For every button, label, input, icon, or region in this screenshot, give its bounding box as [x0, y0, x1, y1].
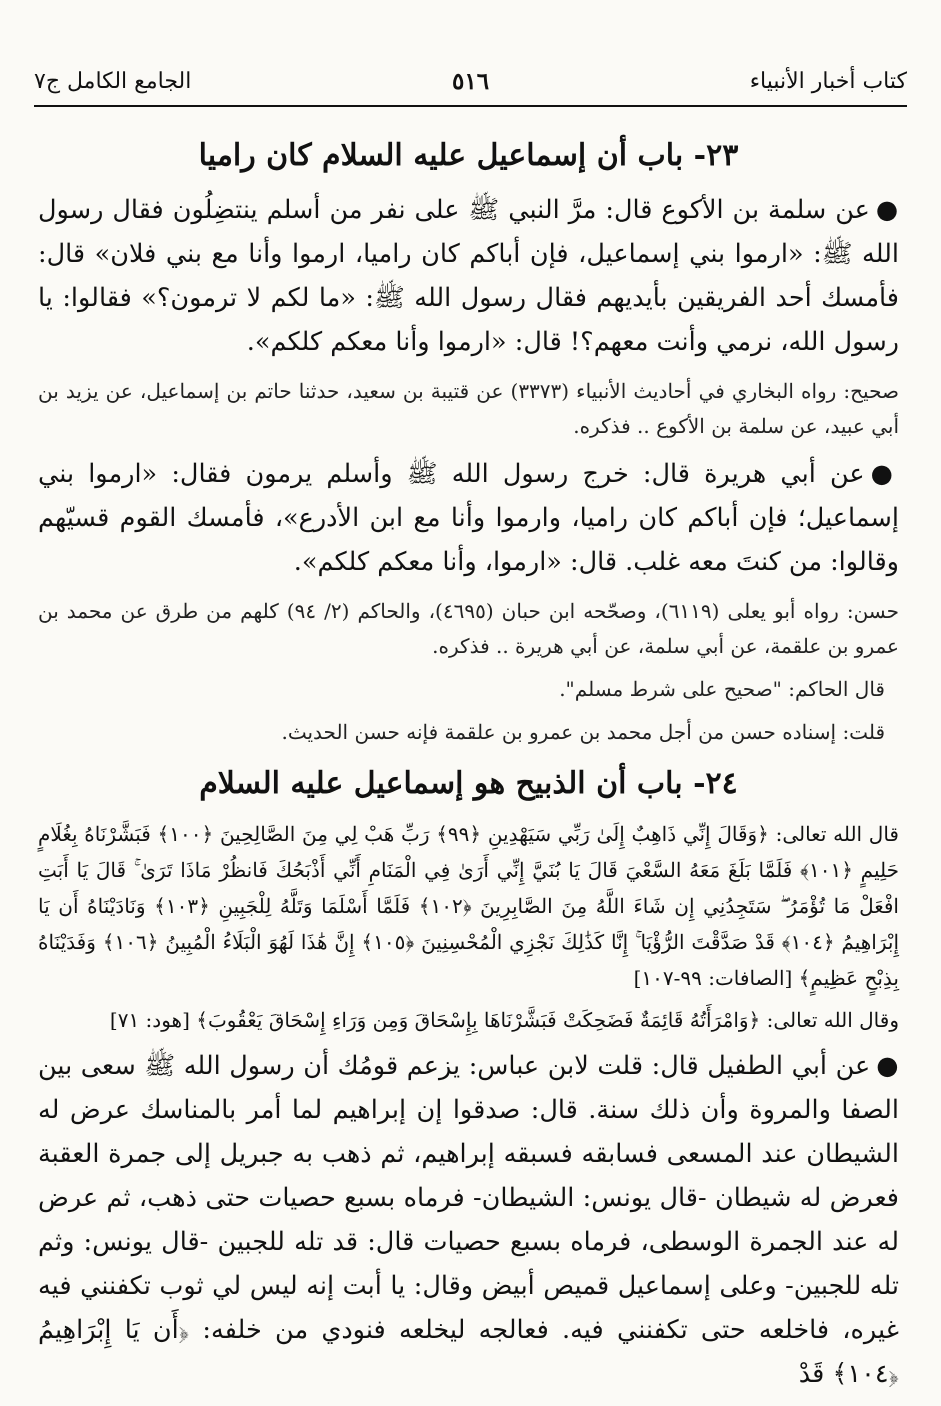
note-hakim: قال الحاكم: "صحيح على شرط مسلم". [559, 677, 885, 701]
header-book-title: كتاب أخبار الأنبياء [749, 68, 907, 94]
page-number: ٥١٦ [451, 67, 490, 95]
quran-hud: وقال الله تعالى: ﴿وَامْرَأَتُهُ قَائِمَةٌ فَضَحِكَتْ فَبَشَّرْنَاهَا بِإِسْحَاقَ وَمِن وَرَاءِ إِسْحَاقَ يَعْقُوبَ﴾ [هود: ٧١] [109, 1008, 899, 1032]
hadith-abu-tufayl-text: عن أبي الطفيل قال: قلت لابن عباس: يزعم قومُك أن رسول الله ﷺ سعى بين الصفا والمروة وأن ذلك سنة. قال: صدقوا إن إبراهيم لما أمر بالمناسك عرض له الشيطان عند المسعى فسابقه فسبقه إبراهيم، ثم ذهب به جبريل إلى جمرة العقبة فعرض له شيطان -قال يونس: الشيطان- فرماه بسبع حصيات حتى ذهب، ثم عرض له عند الجمرة الوسطى، فرماه بسبع حصيات قال: قد تله للجبين -قال يونس: وثم تله للجبين- وعلى إسماعيل قميص أبيض وقال: يا أبت إنه ليس لي ثوب تكفنني فيه غيره، فاخلعه حتى تكفنني فيه. فعالجه ليخلعه فنودي من خلفه: ﴿أَن يَا إِبْرَاهِيمُ ﴿١٠٤﴾ قَدْ [38, 1051, 899, 1389]
bullet-icon: ● [876, 1051, 899, 1081]
chapter-24-title: ٢٤- باب أن الذبيح هو إسماعيل عليه السلام [199, 766, 738, 801]
bullet-icon: ● [870, 459, 899, 489]
note-author: قلت: إسناده حسن من أجل محمد بن عمرو بن علقمة فإنه حسن الحديث. [281, 720, 885, 744]
page-content [38, 122, 899, 1406]
takhrij-bukhari: صحيح: رواه البخاري في أحاديث الأنبياء (٣٣٧٣) عن قتيبة بن سعيد، حدثنا حاتم بن إسماعيل، عن يزيد بن أبي عبيد، عن سلمة بن الأكوع .. فذكره. [38, 379, 899, 438]
hadith-salama [38, 188, 899, 364]
hadith-abu-hurayra-text: عن أبي هريرة قال: خرج رسول الله ﷺ وأسلم يرمون فقال: «ارموا بني إسماعيل؛ فإن أباكم كان راميا، وارموا وأنا مع ابن الأدرع»، فأمسك القوم قسيّهم وقالوا: من كنتَ معه غلب. قال: «ارموا، وأنا معكم كلكم». [38, 459, 899, 577]
header-rule [34, 105, 907, 107]
quran-saffat: قال الله تعالى: ﴿وَقَالَ إِنِّي ذَاهِبٌ إِلَىٰ رَبِّي سَيَهْدِينِ ﴿٩٩﴾ رَبِّ هَبْ لِي مِنَ الصَّالِحِينَ ﴿١٠٠﴾ فَبَشَّرْنَاهُ بِغُلَامٍ حَلِيمٍ ﴿١٠١﴾ فَلَمَّا بَلَغَ مَعَهُ السَّعْيَ قَالَ يَا بُنَيَّ إِنِّي أَرَىٰ فِي الْمَنَامِ أَنِّي أَذْبَحُكَ فَانظُرْ مَاذَا تَرَىٰ ۚ قَالَ يَا أَبَتِ افْعَلْ مَا تُؤْمَرُ ۖ سَتَجِدُنِي إِن شَاءَ اللَّهُ مِنَ الصَّابِرِينَ ﴿١٠٢﴾ فَلَمَّا أَسْلَمَا وَتَلَّهُ لِلْجَبِينِ ﴿١٠٣﴾ وَنَادَيْنَاهُ أَن يَا إِبْرَاهِيمُ ﴿١٠٤﴾ قَدْ صَدَّقْتَ الرُّؤْيَا ۚ إِنَّا كَذَٰلِكَ نَجْزِي الْمُحْسِنِينَ ﴿١٠٥﴾ إِنَّ هَٰذَا لَهُوَ الْبَلَاءُ الْمُبِينُ ﴿١٠٦﴾ وَفَدَيْنَاهُ بِذِبْحٍ عَظِيمٍ﴾ [الصافات: ٩٩-١٠٧] [38, 822, 900, 990]
header-volume-title: الجامع الكامل ج٧ [34, 68, 192, 94]
hadith-salama-text: عن سلمة بن الأكوع قال: مرَّ النبي ﷺ على نفر من أسلم ينتضِلُون فقال رسول الله ﷺ: «ارموا بني إسماعيل، فإن أباكم كان راميا، ارموا وأنا مع بني فلان» قال: فأمسك أحد الفريقين بأيديهم فقال رسول الله ﷺ: «ما لكم لا ترمون؟» فقالوا: يا رسول الله، نرمي وأنت معهم؟! قال: «ارموا وأنا معكم كلكم». [38, 195, 899, 357]
hadith-abu-tufayl [38, 1044, 899, 1396]
hadith-abu-hurayra [38, 452, 899, 584]
takhrij-abu-yala: حسن: رواه أبو يعلى (٦١١٩)، وصحّحه ابن حبان (٤٦٩٥)، والحاكم (٢/ ٩٤) كلهم من طرق عن محمد بن عمرو بن علقمة، عن أبي سلمة، عن أبي هريرة .. فذكره. [38, 599, 900, 658]
chapter-23-title: ٢٣- باب أن إسماعيل عليه السلام كان راميا [198, 138, 739, 173]
page-header [34, 62, 907, 100]
bullet-icon: ● [875, 195, 899, 225]
